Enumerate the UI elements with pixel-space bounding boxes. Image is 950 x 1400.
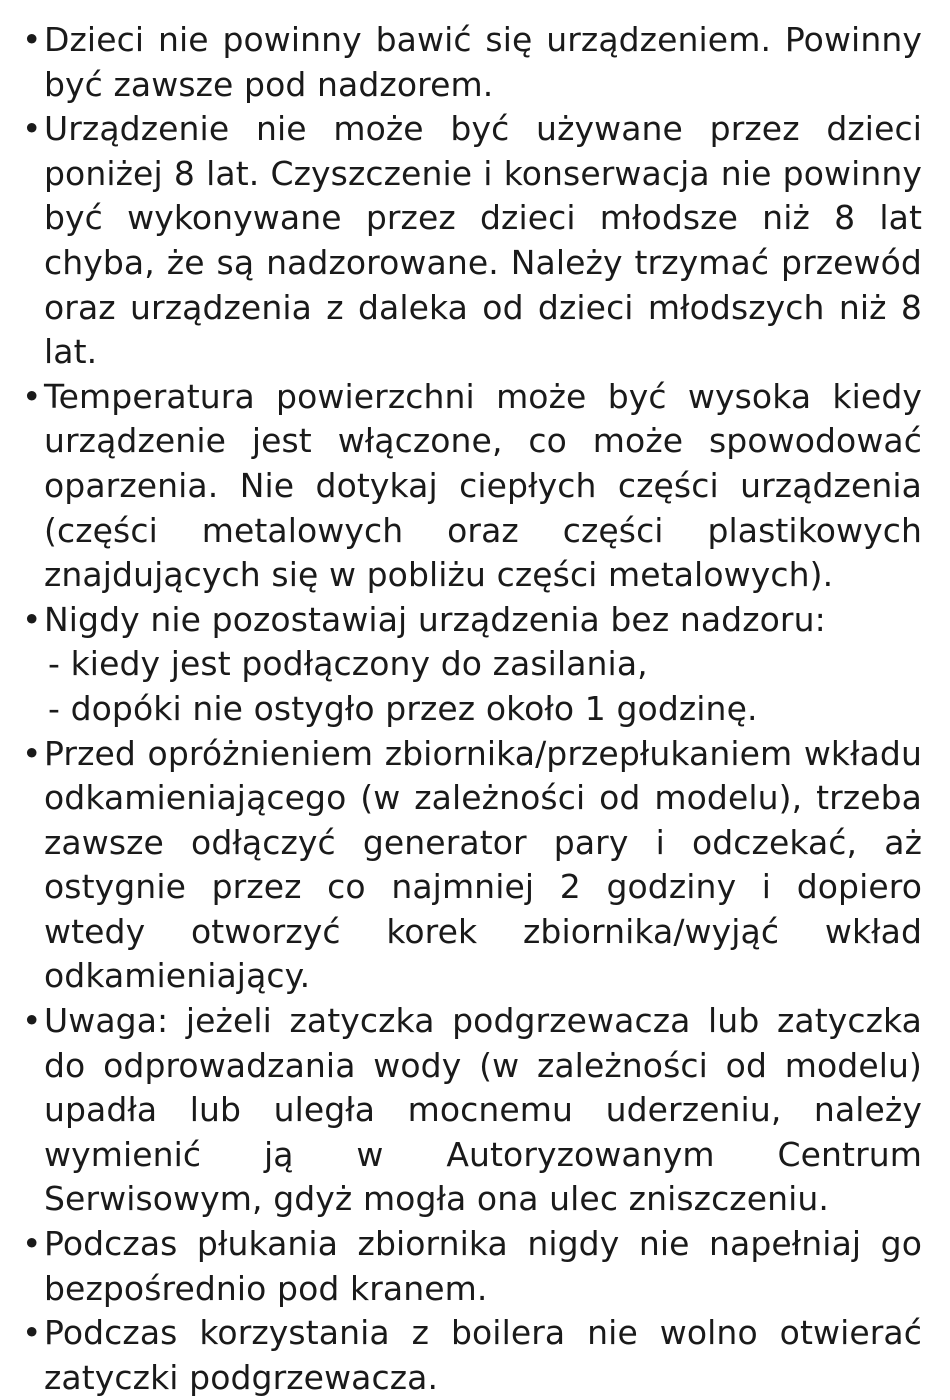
list-item-text: Podczas płukania zbiornika nigdy nie napełniaj go bezpośrednio pod kranem.: [44, 1224, 922, 1308]
list-item-text: Przed opróżnieniem zbiornika/przepłukaniem wkładu odkamieniającego (w zależności od modelu), trzeba zawsze odłączyć generator pary i odczekać, aż ostygnie przez co najmniej 2 godziny i dopiero wtedy otworzyć korek zbiornika/wyjąć wkład odkamieniający.: [44, 733, 922, 996]
list-item: [18, 732, 922, 1000]
list-item: [18, 375, 922, 598]
list-item: [18, 107, 922, 375]
bullet-icon: •: [22, 376, 42, 416]
bullet-icon: •: [22, 1001, 42, 1041]
bullet-icon: •: [22, 20, 42, 59]
sub-list-item: - kiedy jest podłączony do zasilania,: [48, 644, 648, 684]
list-item: [18, 1311, 922, 1400]
bullet-icon: •: [22, 599, 42, 639]
list-item-text: Podczas korzystania z boilera nie wolno otwierać zatyczki podgrzewacza.: [44, 1313, 922, 1397]
list-item: [18, 18, 922, 107]
list-item-text: Temperatura powierzchni może być wysoka kiedy urządzenie jest włączone, co może spowodować oparzenia. Nie dotykaj ciepłych części urządzenia (części metalowych oraz części plastikowych znajdujących się w pobliżu części metalowych).: [44, 376, 922, 595]
list-item-text: Urządzenie nie może być używane przez dzieci poniżej 8 lat. Czyszczenie i konserwacja nie powinny być wykonywane przez dzieci młodsze niż 8 lat chyba, że są nadzorowane. Należy trzymać przewód oraz urządzenia z daleka od dzieci młodszych niż 8 lat.: [44, 109, 922, 372]
list-item-text: Dzieci nie powinny bawić się urządzeniem. Powinny być zawsze pod nadzorem.: [44, 20, 922, 104]
list-item: [18, 999, 922, 1222]
bullet-icon: •: [22, 733, 42, 773]
list-item-text: Nigdy nie pozostawiaj urządzenia bez nadzoru:: [44, 599, 826, 639]
bullet-icon: •: [22, 109, 42, 149]
list-item-text: Uwaga: jeżeli zatyczka podgrzewacza lub zatyczka do odprowadzania wody (w zależności od modelu) upadła lub uległa mocnemu uderzeniu, należy wymienić ją w Autoryzowanym Centrum Serwisowym, gdyż mogła ona ulec zniszczeniu.: [44, 1001, 922, 1219]
sub-list-item: - dopóki nie ostygło przez około 1 godzinę.: [48, 688, 758, 728]
list-item: [18, 1222, 922, 1311]
list-item: [18, 598, 922, 732]
safety-instructions-list: [18, 18, 922, 1400]
bullet-icon: •: [22, 1224, 42, 1264]
bullet-icon: •: [22, 1313, 42, 1353]
